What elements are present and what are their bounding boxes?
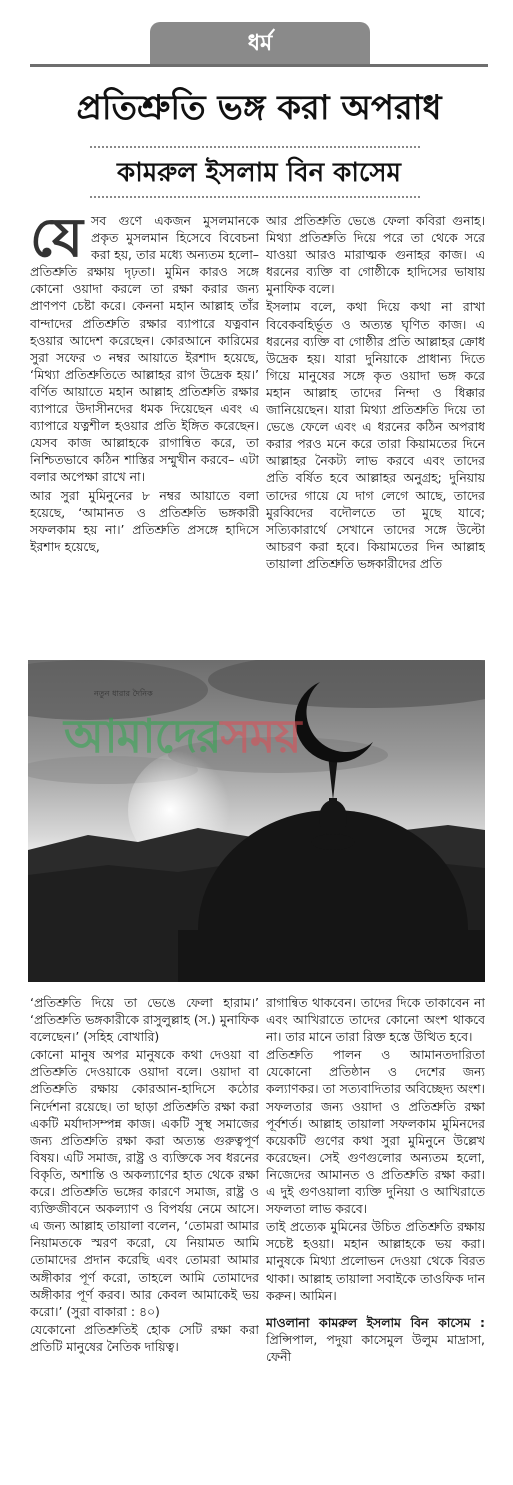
paragraph: যেকোনো প্রতিশ্রুতিই হোক সেটি রক্ষা করা প্রতিটি মানুষের নৈতিক দায়িত্ব। [30,1321,259,1354]
paragraph: তাই প্রত্যেক মুমিনের উচিত প্রতিশ্রুতি রক্ষায় সচেষ্ট হওয়া। মহান আল্লাহকে ভয় করা। মানুষকে মিথ্যা প্রলোভন দেওয়া থেকে বিরত থাকা। আল্লাহ তায়ালা সবাইকে তাওফিক দান করুন। আমিন। [266,1219,485,1303]
paragraph: প্রতিশ্রুতি পালন ও আমানতদারিতা যেকোনো প্রতিষ্ঠান ও দেশের জন্য কল্যাণকর। তা সত্যবাদিতার অবিচ্ছেদ্য অংশ। সফলতার জন্য ওয়াদা ও প্রতিশ্রুতি রক্ষা পূর্বশর্ত। আল্লাহ তায়ালা সফলকাম মুমিনদের কয়েকটি গুণের কথা সুরা মুমিনুনে উল্লেখ করেছেন। সেই গুণগুলোর অন্যতম হলো, নিজেদের আমানত ও প্রতিশ্রুতি রক্ষা করা। এ দুই গুণওয়ালা ব্যক্তি দুনিয়া ও আখিরাতে সফলতা লাভ করবে। [266,1047,485,1217]
paragraph: কোনো মানুষ অপর মানুষকে কথা দেওয়া বা প্রতিশ্রুতি দেওয়াকে ওয়াদা বলে। ওয়াদা বা প্রতিশ্রুতি রক্ষায় কোরআন-হাদিসে কঠোর নির্দেশনা রয়েছে। তা ছাড়া প্রতিশ্রুতি রক্ষা করা একটি মর্যাদাসম্পন্ন কাজ। একটি সুস্থ সমাজের জন্য প্রতিশ্রুতি রক্ষা করা অত্যন্ত গুরুত্বপূর্ণ বিষয়। এটি সমাজ, রাষ্ট্র ও ব্যক্তিকে সব ধরনের বিকৃতি, অশান্তি ও অকল্যাণের হাত থেকে রক্ষা করে। প্রতিশ্রুতি ভঙ্গের কারণে সমাজ, রাষ্ট্র ও ব্যক্তিজীবনে অকল্যাণ ও বিপর্যয় নেমে আসে। এ জন্য আল্লাহ তায়ালা বলেন, ‘তোমরা আমার নিয়ামতকে স্মরণ করো, যে নিয়ামত আমি তোমাদের প্রদান করেছি এবং তোমরা আমার অঙ্গীকার পূর্ণ করো, তাহলে আমি তোমাদের অঙ্গীকার পূর্ণ করব। আর কেবল আমাকেই ভয় করো।’ (সুরা বাকারা : ৪০) [30,1047,259,1319]
article-column-4 [266,994,485,1464]
paragraph: রাগান্বিত থাকবেন। তাদের দিকে তাকাবেন না এবং আখিরাতে তাদের কোনো অংশ থাকবে না। তার মানে তারা রিক্ত হস্তে উত্থিত হবে। [266,995,485,1045]
mosque-dome-photo [28,660,485,982]
paragraph: আর প্রতিশ্রুতি ভেঙে ফেলা কবিরা গুনাহ। মিথ্যা প্রতিশ্রুতি দিয়ে পরে তা থেকে সরে যাওয়া আরও মারাত্মক গুনাহর কাজ। এ ধরনের ব্যক্তি বা গোষ্ঠীকে হাদিসের ভাষায় মুনাফিক বলে। [266,213,485,297]
watermark-part-1: আমাদের [64,709,221,763]
article-column-3 [30,994,259,1464]
paragraph: ‘প্রতিশ্রুতি দিয়ে তা ভেঙে ফেলা হারাম।’ ‘প্রতিশ্রুতি ভঙ্গকারীকে রাসুলুল্লাহ (স.) মুনাফিক বলেছেন।’ (সহিহ বোখারি) [30,995,259,1045]
author-signature [266,1314,485,1365]
newspaper-watermark [64,702,484,778]
author-name: মাওলানা কামরুল ইসলাম বিন কাসেম : [266,1314,485,1330]
section-label: ধর্ম [150,22,370,66]
dotted-divider-bottom [90,196,420,198]
watermark-tagline: নতুন ধারার দৈনিক [94,689,153,698]
paragraph-text: সব গুণে একজন মুসলমানকে প্রকৃত মুসলমান হিসেবে বিবেচনা করা হয়, তার মধ্যে অন্যতম হলো– প্রতিশ্রুতি রক্ষায় দৃঢ়তা। মুমিন কারও সঙ্গে কোনো ওয়াদা করলে তা রক্ষা করার জন্য প্রাণপণ চেষ্টা করে। কেননা মহান আল্লাহ তাঁর বান্দাদের প্রতিশ্রুতি রক্ষার ব্যাপারে যত্নবান হওয়ার আদেশ করেছেন। কোরআনে কারিমের সুরা সফের ৩ নম্বর আয়াতে ইরশাদ হয়েছে, ‘মিথ্যা প্রতিশ্রুতিতে আল্লাহর রাগ উদ্রেক হয়।’ বর্ণিত আয়াতে মহান আল্লাহ প্রতিশ্রুতি রক্ষার ব্যাপারে উদাসীনদের ধমক দিয়েছেন এবং এ ব্যাপারে যত্নশীল হওয়ার প্রতি ইঙ্গিত করেছেন। যেসব কাজ আল্লাহকে রাগান্বিত করে, তা নিশ্চিতভাবে কঠিন শাস্তির সম্মুখীন করবে– এটা বলার অপেক্ষা রাখে না। [30,213,259,485]
article-byline: কামরুল ইসলাম বিন কাসেম [117,158,401,188]
author-title: প্রিন্সিপাল, পদুয়া কাসেমুল উলুম মাদ্রাসা, ফেনী [266,1331,485,1364]
article-column-2 [266,212,485,652]
paragraph [30,212,259,486]
header-rule [30,64,488,67]
paragraph: আর সুরা মুমিনুনের ৮ নম্বর আয়াতে বলা হয়েছে, ‘আমানত ও প্রতিশ্রুতি ভঙ্গকারী সফলকাম হয় না।’ প্রতিশ্রুতি প্রসঙ্গে হাদিসে ইরশাদ হয়েছে, [30,487,259,554]
article-column-1 [30,212,259,652]
paragraph: ইসলাম বলে, কথা দিয়ে কথা না রাখা বিবেকবহির্ভূত ও অত্যন্ত ঘৃণিত কাজ। এ ধরনের ব্যক্তি বা গোষ্ঠীর প্রতি আল্লাহর ক্রোধ উদ্রেক হয়। যারা দুনিয়াকে প্রাধান্য দিতে গিয়ে মানুষের সঙ্গে কৃত ওয়াদা ভঙ্গ করে মহান আল্লাহ তাদের নিন্দা ও ধিক্কার জানিয়েছেন। যারা মিথ্যা প্রতিশ্রুতি দিয়ে তা ভেঙে ফেলে এবং এ ধরনের কঠিন অপরাধ করার পরও মনে করে তারা কিয়ামতের দিনে আল্লাহর নৈকট্য লাভ করবে এবং তাদের প্রতি বর্ষিত হবে আল্লাহর অনুগ্রহ; দুনিয়ায় তাদের গায়ে যে দাগ লেগে আছে, তাদের মুরব্বিদের বদৌলতে তা মুছে যাবে; সত্যিকারার্থে সেখানে তাদের সঙ্গে উল্টো আচরণ করা হবে। কিয়ামতের দিন আল্লাহ তায়ালা প্রতিশ্রুতি ভঙ্গকারীদের প্রতি [266,299,485,571]
watermark-part-2: সময় [220,709,301,763]
dotted-divider-top [90,146,420,148]
article-headline: প্রতিশ্রুতি ভঙ্গ করা অপরাধ [76,88,442,128]
drop-cap: যে [30,212,84,269]
